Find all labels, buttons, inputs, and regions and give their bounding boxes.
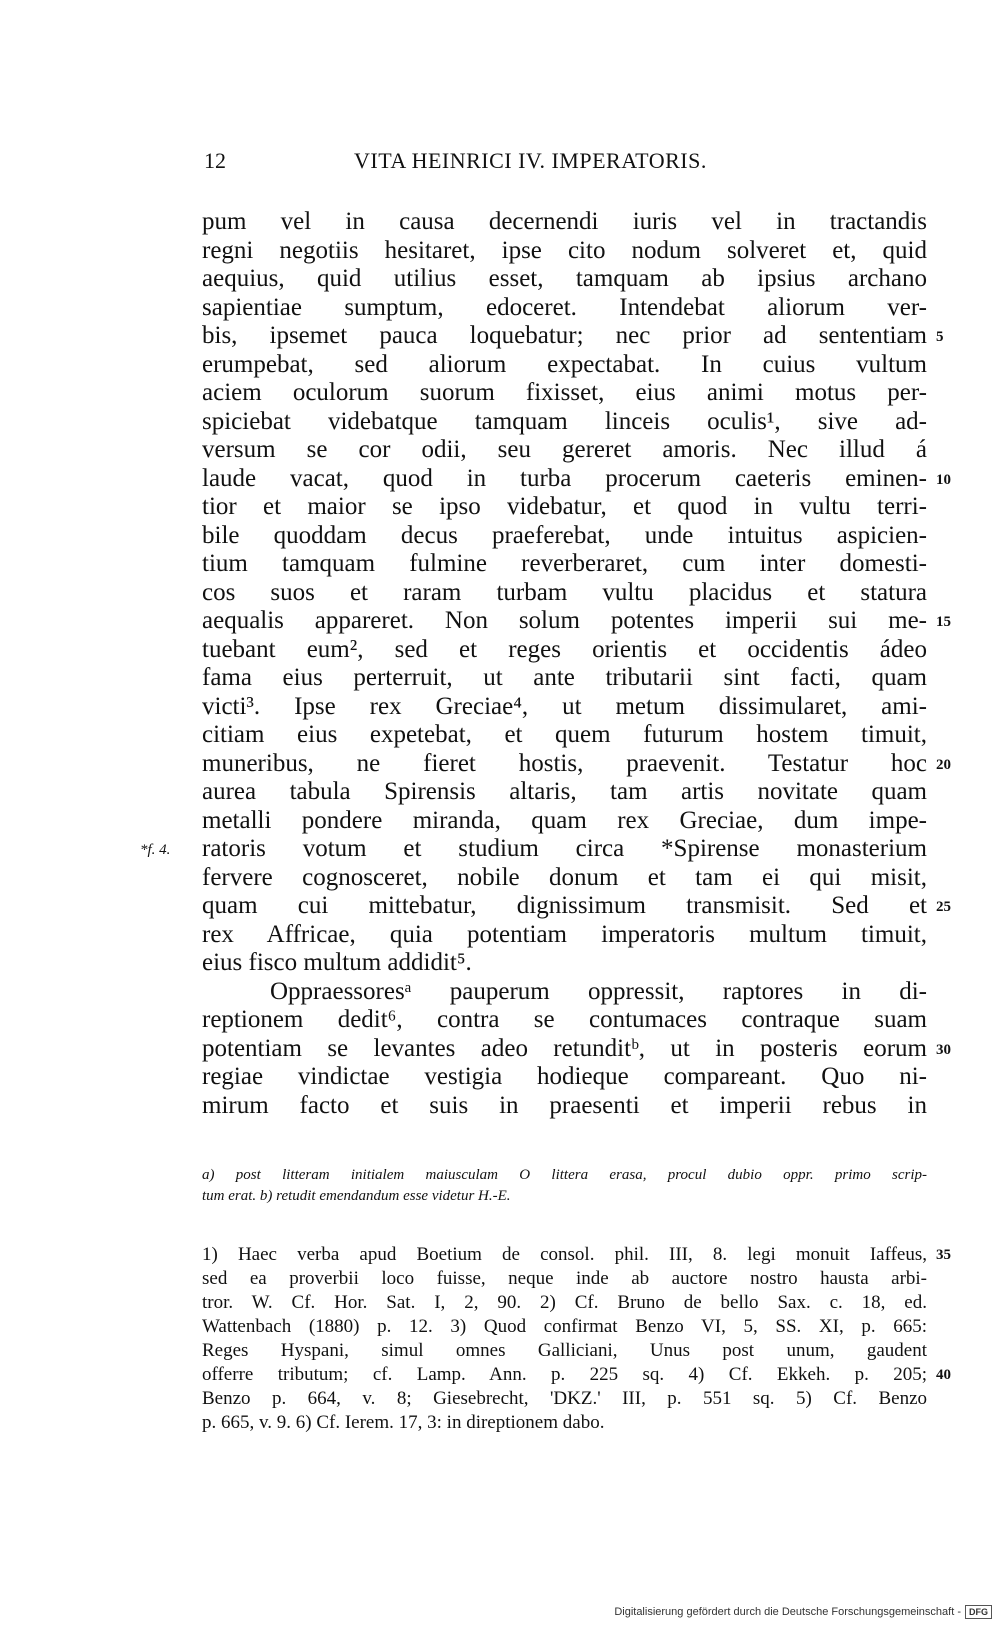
text-line-content: reptionem dedit⁶, contra se contumaces contraque suam <box>202 1006 927 1033</box>
text-line <box>202 607 951 636</box>
footnote-line <box>202 1315 927 1339</box>
line-number: 10 <box>936 471 951 488</box>
footnote-line-content: Reges Hyspani, simul omnes Galliciani, Unus post unum, gaudent <box>202 1340 927 1361</box>
text-line-content: regiae vindictae vestigia hodieque compareant. Quo ni- <box>202 1063 927 1090</box>
footnote-line-content: Benzo p. 664, v. 8; Giesebrecht, 'DKZ.' III, p. 551 sq. 5) Cf. Benzo <box>202 1388 927 1409</box>
text-line-content: eius fisco multum addidit⁵. <box>202 949 472 976</box>
footnote-line-content: tror. W. Cf. Hor. Sat. I, 2, 90. 2) Cf. Bruno de bello Sax. c. 18, ed. <box>202 1292 927 1313</box>
text-line-content: regni negotiis hesitaret, ipse cito nodum solveret et, quid <box>202 236 927 264</box>
text-line <box>202 408 927 437</box>
credit-text: Digitalisierung gefördert durch die Deutsche Forschungsgemeinschaft - <box>614 1606 961 1618</box>
text-line <box>202 579 927 608</box>
text-line-content: quam cui mittebatur, dignissimum transmisit. Sed et <box>202 892 927 919</box>
text-line-content: laude vacat, quod in turba procerum caeteris eminen- <box>202 464 927 492</box>
text-line <box>202 1006 927 1035</box>
text-line-content: Oppraessoresᵃ pauperum oppressit, raptores in di- <box>270 977 927 1005</box>
text-line-content: muneribus, ne fieret hostis, praevenit. Testatur hoc <box>202 749 927 777</box>
text-line-content: cos suos et raram turbam vultu placidus et statura <box>202 578 927 606</box>
text-line-content: pum vel in causa decernendi iuris vel in tractandis <box>202 208 927 235</box>
main-text-block <box>140 208 951 1120</box>
text-line <box>202 379 927 408</box>
text-line-content: aequalis appareret. Non solum potentes imperii sui me- <box>202 607 927 634</box>
line-number: 30 <box>936 1041 951 1058</box>
folio-marker: *f. 4. <box>140 842 171 858</box>
footnote-line-content: 1) Haec verba apud Boetium de consol. phil. III, 8. legi monuit Iaffeus, <box>202 1244 927 1265</box>
footnote-line <box>202 1339 927 1363</box>
footnote-line <box>202 1291 927 1315</box>
text-line-content: aequius, quid utilius esset, tamquam ab ipsius archano <box>202 265 927 292</box>
line-number: 25 <box>936 899 951 915</box>
line-number: 20 <box>936 756 951 773</box>
text-line-content: ratoris votum et studium circa *Spirense monasterium <box>202 835 927 862</box>
page-number: 12 <box>204 148 226 173</box>
dfg-badge: DFG <box>965 1605 992 1619</box>
text-line-content: tior et maior se ipso videbatur, et quod in vultu terri- <box>202 493 927 520</box>
text-line <box>202 436 927 465</box>
text-line <box>202 550 927 579</box>
text-line-content: victi³. Ipse rex Greciae⁴, ut metum dissimularet, ami- <box>202 692 927 720</box>
line-number: 35 <box>936 1247 951 1263</box>
text-line-content: erumpebat, sed aliorum expectabat. In cuius vultum <box>202 350 927 378</box>
footnote-line-content: Wattenbach (1880) p. 12. 3) Quod confirmat Benzo VI, 5, SS. XI, p. 665: <box>202 1316 927 1337</box>
footnote-line <box>202 1363 951 1387</box>
text-line <box>202 749 951 779</box>
text-line <box>202 1063 927 1092</box>
text-line-content: sapientiae sumptum, edoceret. Intendebat aliorum ver- <box>202 293 927 321</box>
text-line <box>202 522 927 551</box>
footnote-line-content: sed ea proverbii loco fuisse, neque inde ab auctore nostro hausta arbi- <box>202 1268 927 1289</box>
text-line-content: potentiam se levantes adeo retunditᵇ, ut in posteris eorum <box>202 1034 927 1062</box>
text-line <box>202 1092 927 1121</box>
text-line <box>202 265 927 294</box>
text-line-content: aciem oculorum suorum fixisset, eius animi motus per- <box>202 379 927 406</box>
text-line-content: spiciebat videbatque tamquam linceis oculis¹, sive ad- <box>202 407 927 435</box>
line-number: 15 <box>936 614 951 630</box>
text-line-content: fervere cognosceret, nobile donum et tam ei qui misit, <box>202 863 927 891</box>
footnote-line <box>202 1387 927 1411</box>
text-line-content: tium tamquam fulmine reverberaret, cum inter domesti- <box>202 550 927 577</box>
text-line <box>202 693 927 722</box>
running-title: VITA HEINRICI IV. IMPERATORIS. <box>354 148 707 173</box>
digitization-credit <box>614 1605 992 1619</box>
footnote-line-content: p. 665, v. 9. 6) Cf. Ierem. 17, 3: in direptionem dabo. <box>202 1412 605 1433</box>
line-number: 5 <box>936 329 944 345</box>
line-number: 40 <box>936 1367 951 1383</box>
text-line <box>202 949 927 978</box>
text-line-content: citiam eius expetebat, et quem futurum hostem timuit, <box>202 721 927 748</box>
text-line <box>202 351 927 380</box>
text-line <box>202 921 927 950</box>
footnote-line <box>202 1267 927 1291</box>
text-line <box>202 978 927 1007</box>
text-line <box>202 493 927 522</box>
text-line <box>202 778 927 807</box>
text-line <box>140 835 927 864</box>
text-line <box>202 322 944 351</box>
critical-note-line: a) post litteram initialem maiusculam O littera erasa, procul dubio oppr. primo scrip- <box>202 1167 927 1183</box>
text-line <box>202 721 927 750</box>
text-line <box>202 892 951 921</box>
text-line <box>202 864 927 893</box>
text-line-content: rex Affricae, quia potentiam imperatoris multum timuit, <box>202 920 927 948</box>
text-line-content: fama eius perterruit, ut ante tributarii sint facti, quam <box>202 664 927 691</box>
text-line <box>202 294 927 323</box>
page-header <box>204 148 798 182</box>
footnote-line-content: offerre tributum; cf. Lamp. Ann. p. 225 sq. 4) Cf. Ekkeh. p. 205; <box>202 1364 927 1385</box>
text-line-content: mirum facto et suis in praesenti et imperii rebus in <box>202 1091 927 1119</box>
text-line-content: metalli pondere miranda, quam rex Greciae, dum impe- <box>202 806 927 834</box>
text-line <box>202 1034 951 1064</box>
text-line-content: versum se cor odii, seu gereret amoris. Nec illud á <box>202 436 927 463</box>
text-line <box>202 807 927 836</box>
text-line-content: aurea tabula Spirensis altaris, tam artis novitate quam <box>202 778 927 805</box>
text-line <box>202 464 951 494</box>
text-line <box>202 636 927 665</box>
text-line-content: bile quoddam decus praeferebat, unde intuitus aspicien- <box>202 521 927 549</box>
explanatory-footnotes <box>202 1243 951 1435</box>
text-line <box>202 664 927 693</box>
text-line-content: bis, ipsemet pauca loquebatur; nec prior ad sententiam <box>202 322 927 349</box>
critical-note-line: tum erat. b) retudit emendandum esse videtur H.-E. <box>202 1188 511 1204</box>
text-line <box>202 208 927 237</box>
footnote-line <box>202 1411 927 1435</box>
text-line-content: tuebant eum², sed et reges orientis et occidentis ádeo <box>202 635 927 663</box>
text-line <box>202 237 927 266</box>
footnote-line <box>202 1243 951 1267</box>
critical-apparatus <box>202 1165 927 1207</box>
